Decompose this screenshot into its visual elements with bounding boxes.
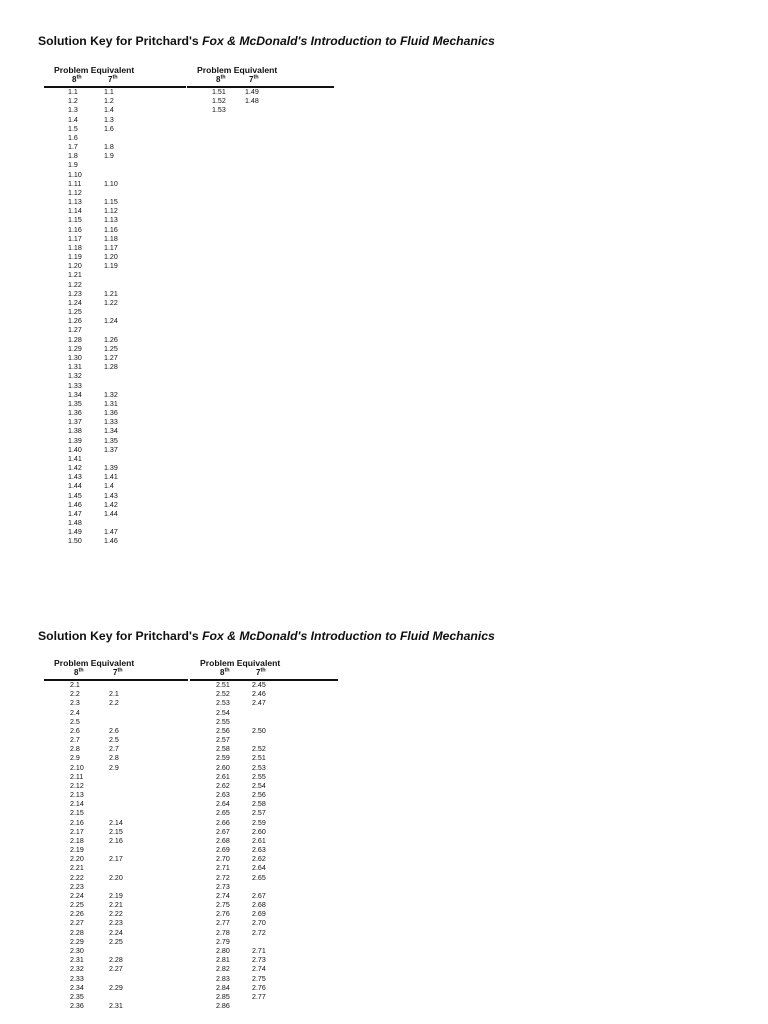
problem-7th-edition: 2.29 [109,983,123,992]
problem-8th-edition: 2.28 [70,928,84,937]
problem-7th-edition: 1.6 [104,124,114,133]
problem-8th-edition: 1.10 [68,170,82,179]
problem-8th-edition: 2.62 [216,781,230,790]
problem-7th-edition: 1.2 [104,97,114,106]
problem-7th-edition: 1.31 [104,399,118,408]
problem-7th-edition: 1.39 [104,464,118,473]
col-7-suffix: th [117,667,123,674]
problem-8th-edition: 2.64 [216,800,230,809]
book-title: Fox & McDonald's Introduction to Fluid Mechanics [202,34,495,48]
problem-7th-edition: 1.37 [104,445,118,454]
problem-7th-edition: 2.52 [252,745,266,754]
problem-7th-edition: 2.45 [252,681,266,689]
problem-7th-edition: 2.24 [109,928,123,937]
problem-8th-edition: 2.20 [70,855,84,864]
problem-8th-edition: 1.9 [68,161,78,170]
table-header-title: Problem Equivalent [54,658,135,668]
problem-8th-edition: 1.3 [68,106,78,115]
problem-7th-edition: 1.13 [104,216,118,225]
table-header-title: Problem Equivalent [197,65,278,75]
problem-8th-edition: 1.14 [68,207,82,216]
problem-8th-edition: 2.5 [70,717,80,726]
title-prefix: Solution Key for Pritchard's [38,629,203,643]
problem-7th-edition: 1.1 [104,88,114,96]
problem-7th-edition: 2.27 [109,965,123,974]
problem-7th-edition: 1.42 [104,500,118,509]
problem-7th-edition: 2.20 [109,873,123,882]
problem-7th-edition: 2.73 [252,956,266,965]
column-header-8th [74,668,84,677]
problem-8th-edition: 1.43 [68,473,82,482]
col-7-label: 7 [113,668,118,677]
problem-7th-edition: 2.51 [252,754,266,763]
problem-8th-edition: 1.4 [68,115,78,124]
problem-8th-edition: 1.8 [68,152,78,161]
problem-7th-edition: 1.46 [104,537,118,546]
table-header-title: Problem Equivalent [200,658,281,668]
problem-8th-edition: 2.15 [70,809,84,818]
problem-8th-edition: 2.82 [216,965,230,974]
problem-7th-edition: 2.57 [252,809,266,818]
problem-8th-edition: 2.72 [216,873,230,882]
problem-7th-edition: 2.53 [252,763,266,772]
problem-8th-edition: 1.29 [68,344,82,353]
problem-7th-edition: 2.50 [252,726,266,735]
problem-8th-edition: 2.1 [70,681,80,689]
problem-7th-edition: 2.23 [109,919,123,928]
problem-7th-edition: 2.77 [252,992,266,1001]
problem-7th-edition: 2.6 [109,726,119,735]
problem-8th-edition: 1.20 [68,262,82,271]
problem-8th-edition: 2.31 [70,956,84,965]
problem-8th-edition: 2.17 [70,827,84,836]
problem-7th-edition: 1.32 [104,390,118,399]
problem-8th-edition: 1.15 [68,216,82,225]
problem-8th-edition: 2.27 [70,919,84,928]
problem-7th-edition: 2.15 [109,827,123,836]
problem-8th-edition: 2.63 [216,791,230,800]
problem-7th-edition: 2.67 [252,891,266,900]
problem-8th-edition: 1.39 [68,436,82,445]
problem-7th-edition: 2.16 [109,836,123,845]
problem-7th-edition: 2.46 [252,690,266,699]
problem-8th-edition: 2.51 [216,681,230,689]
title-prefix: Solution Key for Pritchard's [38,34,203,48]
problem-7th-edition: 1.15 [104,198,118,207]
problem-7th-edition: 1.10 [104,179,118,188]
problem-8th-edition: 1.42 [68,464,82,473]
problem-7th-edition: 1.17 [104,243,118,252]
column-header-7th [113,668,123,677]
problem-8th-edition: 2.66 [216,818,230,827]
problem-7th-edition: 2.7 [109,745,119,754]
problem-8th-edition: 2.36 [70,1002,84,1011]
problem-8th-edition: 2.65 [216,809,230,818]
problem-7th-edition: 2.63 [252,846,266,855]
problem-8th-edition: 2.4 [70,708,80,717]
problem-7th-edition: 2.9 [109,763,119,772]
problem-8th-edition: 2.19 [70,846,84,855]
problem-7th-edition: 1.8 [104,143,114,152]
problem-8th-edition: 2.61 [216,772,230,781]
problem-8th-edition: 1.44 [68,482,82,491]
problem-7th-edition: 1.16 [104,225,118,234]
problem-8th-edition: 2.8 [70,745,80,754]
problem-7th-edition: 2.5 [109,736,119,745]
problem-8th-edition: 1.12 [68,188,82,197]
problem-8th-edition: 2.69 [216,846,230,855]
problem-7th-edition: 1.43 [104,491,118,500]
problem-7th-edition: 1.33 [104,418,118,427]
col-8-suffix: th [78,667,84,674]
problem-8th-edition: 1.28 [68,335,82,344]
problem-8th-edition: 1.11 [68,179,82,188]
problem-8th-edition: 1.24 [68,298,82,307]
problem-7th-edition: 2.62 [252,855,266,864]
problem-8th-edition: 1.33 [68,381,82,390]
table-header-title: Problem Equivalent [54,65,135,75]
problem-8th-edition: 2.81 [216,956,230,965]
problem-7th-edition: 2.1 [109,690,119,699]
problem-8th-edition: 1.18 [68,243,82,252]
problem-7th-edition: 1.18 [104,234,118,243]
header-rule [187,86,334,88]
problem-8th-edition: 2.59 [216,754,230,763]
problem-7th-edition: 2.54 [252,781,266,790]
problem-8th-edition: 1.2 [68,97,78,106]
problem-8th-edition: 1.21 [68,271,82,280]
problem-7th-edition: 1.9 [104,152,114,161]
problem-8th-edition: 1.17 [68,234,82,243]
problem-7th-edition: 2.21 [109,901,123,910]
col-8-suffix: th [220,74,226,81]
problem-7th-edition: 2.59 [252,818,266,827]
problem-7th-edition: 2.60 [252,827,266,836]
col-7-label: 7 [256,668,261,677]
problem-7th-edition: 1.25 [104,344,118,353]
problem-8th-edition: 2.23 [70,882,84,891]
problem-8th-edition: 2.26 [70,910,84,919]
problem-8th-edition: 2.10 [70,763,84,772]
problem-8th-edition: 2.67 [216,827,230,836]
problem-7th-edition: 2.74 [252,965,266,974]
problem-7th-edition: 1.34 [104,427,118,436]
problem-8th-edition: 2.2 [70,690,80,699]
problem-8th-edition: 1.35 [68,399,82,408]
problem-7th-edition: 1.24 [104,317,118,326]
problem-7th-edition: 1.4 [104,482,114,491]
problem-8th-edition: 2.70 [216,855,230,864]
problem-7th-edition: 1.35 [104,436,118,445]
problem-8th-edition: 2.79 [216,937,230,946]
problem-8th-edition: 1.53 [212,106,226,115]
col-8-suffix: th [76,74,82,81]
problem-8th-edition: 1.1 [68,88,78,96]
problem-8th-edition: 2.22 [70,873,84,882]
problem-7th-edition: 1.27 [104,353,118,362]
problem-8th-edition: 1.22 [68,280,82,289]
problem-7th-edition: 1.20 [104,253,118,262]
problem-8th-edition: 1.48 [68,519,82,528]
problem-7th-edition: 1.4 [104,106,114,115]
col-7-suffix: th [112,74,118,81]
problem-7th-edition: 1.12 [104,207,118,216]
problem-8th-edition: 2.33 [70,974,84,983]
problem-7th-edition: 1.22 [104,298,118,307]
problem-8th-edition: 1.51 [212,88,226,96]
problem-8th-edition: 1.34 [68,390,82,399]
problem-8th-edition: 1.19 [68,253,82,262]
problem-8th-edition: 2.71 [216,864,230,873]
problem-8th-edition: 1.26 [68,317,82,326]
problem-8th-edition: 1.6 [68,133,78,142]
problem-7th-edition: 2.69 [252,910,266,919]
problem-7th-edition: 2.65 [252,873,266,882]
problem-8th-edition: 2.18 [70,836,84,845]
problem-8th-edition: 2.80 [216,946,230,955]
problem-8th-edition: 2.68 [216,836,230,845]
problem-8th-edition: 2.29 [70,937,84,946]
problem-8th-edition: 2.58 [216,745,230,754]
problem-8th-edition: 2.35 [70,992,84,1001]
problem-8th-edition: 2.60 [216,763,230,772]
problem-8th-edition: 2.85 [216,992,230,1001]
problem-8th-edition: 2.77 [216,919,230,928]
problem-7th-edition: 2.55 [252,772,266,781]
column-header-8th [72,75,82,84]
problem-7th-edition: 2.47 [252,699,266,708]
problem-8th-edition: 2.34 [70,983,84,992]
problem-7th-edition: 2.72 [252,928,266,937]
problem-7th-edition: 1.19 [104,262,118,271]
problem-8th-edition: 2.84 [216,983,230,992]
problem-7th-edition: 2.68 [252,901,266,910]
problem-8th-edition: 1.38 [68,427,82,436]
problem-8th-edition: 2.11 [70,772,84,781]
problem-8th-edition: 1.13 [68,198,82,207]
col-7-label: 7 [249,75,254,84]
problem-7th-edition: 2.75 [252,974,266,983]
problem-8th-edition: 2.55 [216,717,230,726]
problem-7th-edition: 2.22 [109,910,123,919]
problem-8th-edition: 2.9 [70,754,80,763]
problem-7th-edition: 2.25 [109,937,123,946]
column-header-8th [216,75,226,84]
problem-7th-edition: 2.58 [252,800,266,809]
problem-8th-edition: 2.30 [70,946,84,955]
problem-8th-edition: 1.41 [68,454,82,463]
problem-8th-edition: 2.53 [216,699,230,708]
problem-8th-edition: 1.23 [68,289,82,298]
problem-7th-edition: 2.56 [252,791,266,800]
problem-8th-edition: 2.73 [216,882,230,891]
problem-7th-edition: 2.70 [252,919,266,928]
problem-8th-edition: 1.5 [68,124,78,133]
problem-7th-edition: 1.21 [104,289,118,298]
problem-8th-edition: 1.36 [68,409,82,418]
problem-8th-edition: 2.6 [70,726,80,735]
problem-7th-edition: 2.61 [252,836,266,845]
book-title: Fox & McDonald's Introduction to Fluid Mechanics [202,629,495,643]
problem-8th-edition: 2.25 [70,901,84,910]
problem-7th-edition: 1.3 [104,115,114,124]
problem-7th-edition: 2.64 [252,864,266,873]
problem-7th-edition: 2.71 [252,946,266,955]
column-header-7th [256,668,266,677]
problem-8th-edition: 1.52 [212,97,226,106]
problem-8th-edition: 2.56 [216,726,230,735]
problem-7th-edition: 1.41 [104,473,118,482]
problem-8th-edition: 1.46 [68,500,82,509]
section-1-title [38,34,495,48]
problem-7th-edition: 1.26 [104,335,118,344]
col-7-label: 7 [108,75,113,84]
problem-8th-edition: 2.83 [216,974,230,983]
problem-7th-edition: 2.14 [109,818,123,827]
section-2-title [38,629,495,643]
problem-8th-edition: 1.47 [68,509,82,518]
header-rule [44,679,188,681]
problem-8th-edition: 2.7 [70,736,80,745]
problem-8th-edition: 2.13 [70,791,84,800]
problem-7th-edition: 1.47 [104,528,118,537]
problem-7th-edition: 2.8 [109,754,119,763]
problem-8th-edition: 2.3 [70,699,80,708]
problem-8th-edition: 2.14 [70,800,84,809]
problem-8th-edition: 1.45 [68,491,82,500]
problem-8th-edition: 2.54 [216,708,230,717]
problem-8th-edition: 1.31 [68,363,82,372]
problem-8th-edition: 1.27 [68,326,82,335]
problem-8th-edition: 1.30 [68,353,82,362]
col-8-label: 8 [220,668,225,677]
col-7-suffix: th [260,667,266,674]
problem-7th-edition: 1.44 [104,509,118,518]
problem-7th-edition: 2.76 [252,983,266,992]
problem-8th-edition: 1.40 [68,445,82,454]
col-8-label: 8 [72,75,77,84]
problem-8th-edition: 2.74 [216,891,230,900]
problem-7th-edition: 2.28 [109,956,123,965]
problem-8th-edition: 2.76 [216,910,230,919]
column-header-7th [249,75,259,84]
problem-8th-edition: 1.37 [68,418,82,427]
problem-8th-edition: 1.7 [68,143,78,152]
problem-8th-edition: 2.57 [216,736,230,745]
column-header-7th [108,75,118,84]
col-7-suffix: th [253,74,259,81]
problem-7th-edition: 1.49 [245,88,259,96]
problem-8th-edition: 2.78 [216,928,230,937]
problem-8th-edition: 2.75 [216,901,230,910]
column-header-8th [220,668,230,677]
header-rule [44,86,186,88]
problem-8th-edition: 1.32 [68,372,82,381]
problem-8th-edition: 2.24 [70,891,84,900]
problem-7th-edition: 2.19 [109,891,123,900]
problem-8th-edition: 1.25 [68,308,82,317]
problem-7th-edition: 2.31 [109,1002,123,1011]
problem-8th-edition: 2.32 [70,965,84,974]
col-8-label: 8 [216,75,221,84]
problem-7th-edition: 2.17 [109,855,123,864]
problem-8th-edition: 2.21 [70,864,84,873]
col-8-suffix: th [224,667,230,674]
problem-8th-edition: 1.16 [68,225,82,234]
problem-7th-edition: 1.36 [104,409,118,418]
col-8-label: 8 [74,668,79,677]
problem-7th-edition: 2.2 [109,699,119,708]
problem-8th-edition: 1.49 [68,528,82,537]
problem-8th-edition: 2.86 [216,1002,230,1011]
problem-8th-edition: 1.50 [68,537,82,546]
problem-7th-edition: 1.28 [104,363,118,372]
problem-7th-edition: 1.48 [245,97,259,106]
problem-8th-edition: 2.16 [70,818,84,827]
problem-8th-edition: 2.52 [216,690,230,699]
problem-8th-edition: 2.12 [70,781,84,790]
